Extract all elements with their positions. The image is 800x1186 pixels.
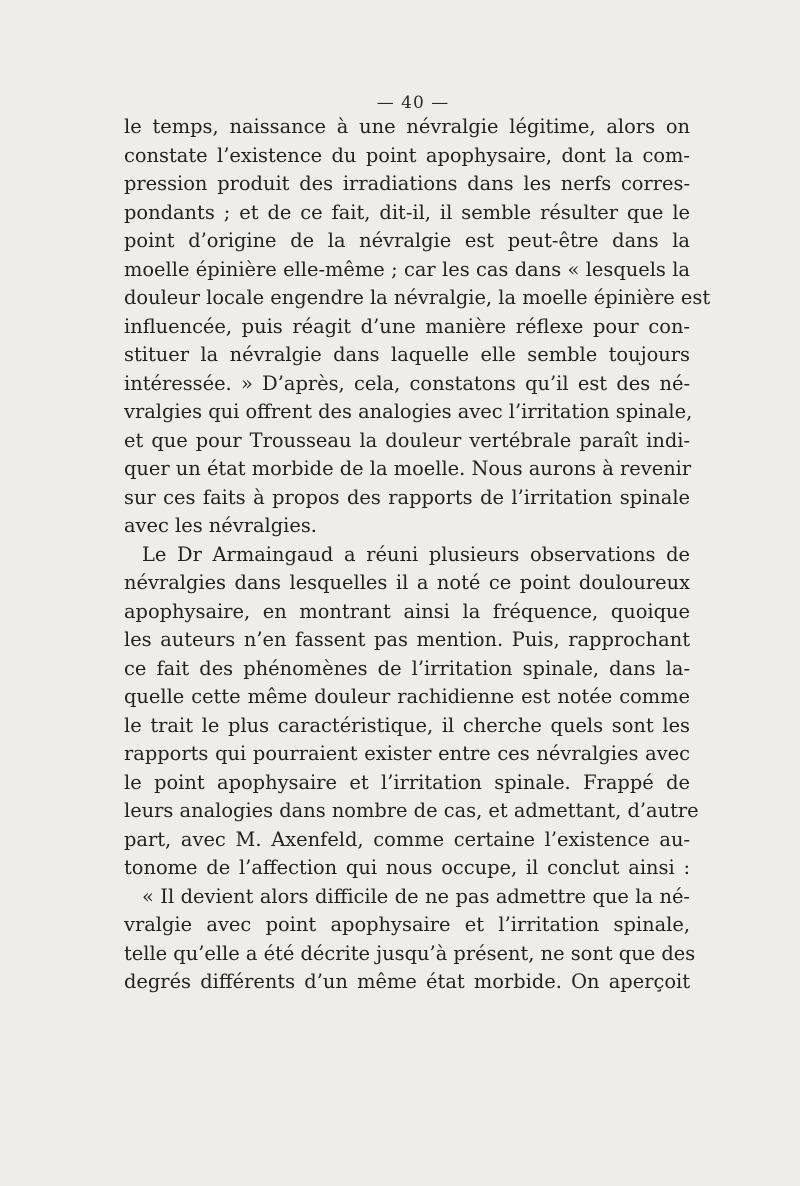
text-line: point d’origine de la névralgie est peut-être dans la	[124, 229, 690, 252]
text-line: constate l’existence du point apophysaire, dont la com-	[124, 143, 690, 167]
text-line: pondants ; et de ce fait, dit-il, il semble résulter que le	[124, 200, 690, 224]
text-line: stituer la névralgie dans laquelle elle semble toujours	[124, 343, 690, 366]
text-line: le temps, naissance à une névralgie légitime, alors on	[124, 115, 690, 138]
text-line: quelle cette même douleur rachidienne est notée comme	[124, 685, 690, 708]
text-line: intéressée. » D’après, cela, constatons qu’il est des né-	[124, 371, 690, 395]
text-line: influencée, puis réagit d’une manière réflexe pour con-	[124, 314, 690, 338]
text-line: névralgies dans lesquelles il a noté ce point douloureux	[124, 571, 690, 594]
text-line: rapports qui pourraient exister entre ces névralgies avec	[124, 742, 690, 765]
body-text	[124, 113, 711, 997]
text-line: tonome de l’affection qui nous occupe, il conclut ainsi :	[124, 856, 690, 879]
text-line: vralgies qui offrent des analogies avec l’irritation spinale,	[124, 400, 693, 423]
text-line: quer un état morbide de la moelle. Nous aurons à revenir	[124, 457, 692, 480]
text-line: ce fait des phénomènes de l’irritation spinale, dans la-	[124, 656, 690, 680]
text-line: douleur locale engendre la névralgie, la moelle épinière est	[124, 286, 711, 309]
text-line: degrés différents d’un même état morbide. On aperçoit	[124, 970, 690, 993]
text-line: apophysaire, en montrant ainsi la fréquence, quoique	[124, 599, 690, 623]
text-line: leurs analogies dans nombre de cas, et admettant, d’autre	[124, 799, 699, 822]
text-line: le trait le plus caractéristique, il cherche quels sont les	[124, 713, 690, 737]
text-line: Le Dr Armaingaud a réuni plusieurs observations de	[142, 542, 690, 566]
text-line: les auteurs n’en fassent pas mention. Puis, rapprochant	[124, 628, 690, 651]
text-line: avec les névralgies.	[124, 514, 317, 537]
text-line: le point apophysaire et l’irritation spinale. Frappé de	[124, 770, 690, 794]
text-line: et que pour Trousseau la douleur vertébrale paraît indi-	[124, 428, 690, 452]
page-number: — 40 —	[376, 93, 450, 113]
text-line: pression produit des irradiations dans les nerfs corres-	[124, 172, 690, 195]
text-line: part, avec M. Axenfeld, comme certaine l’existence au-	[124, 827, 690, 851]
text-line: vralgie avec point apophysaire et l’irritation spinale,	[124, 913, 690, 936]
text-line: telle qu’elle a été décrite jusqu’à présent, ne sont que des	[124, 941, 696, 965]
text-line: moelle épinière elle-même ; car les cas dans « lesquels la	[124, 257, 690, 281]
text-line: « Il devient alors difficile de ne pas admettre que la né-	[142, 884, 690, 908]
text-line: sur ces faits à propos des rapports de l’irritation spinale	[124, 485, 690, 509]
